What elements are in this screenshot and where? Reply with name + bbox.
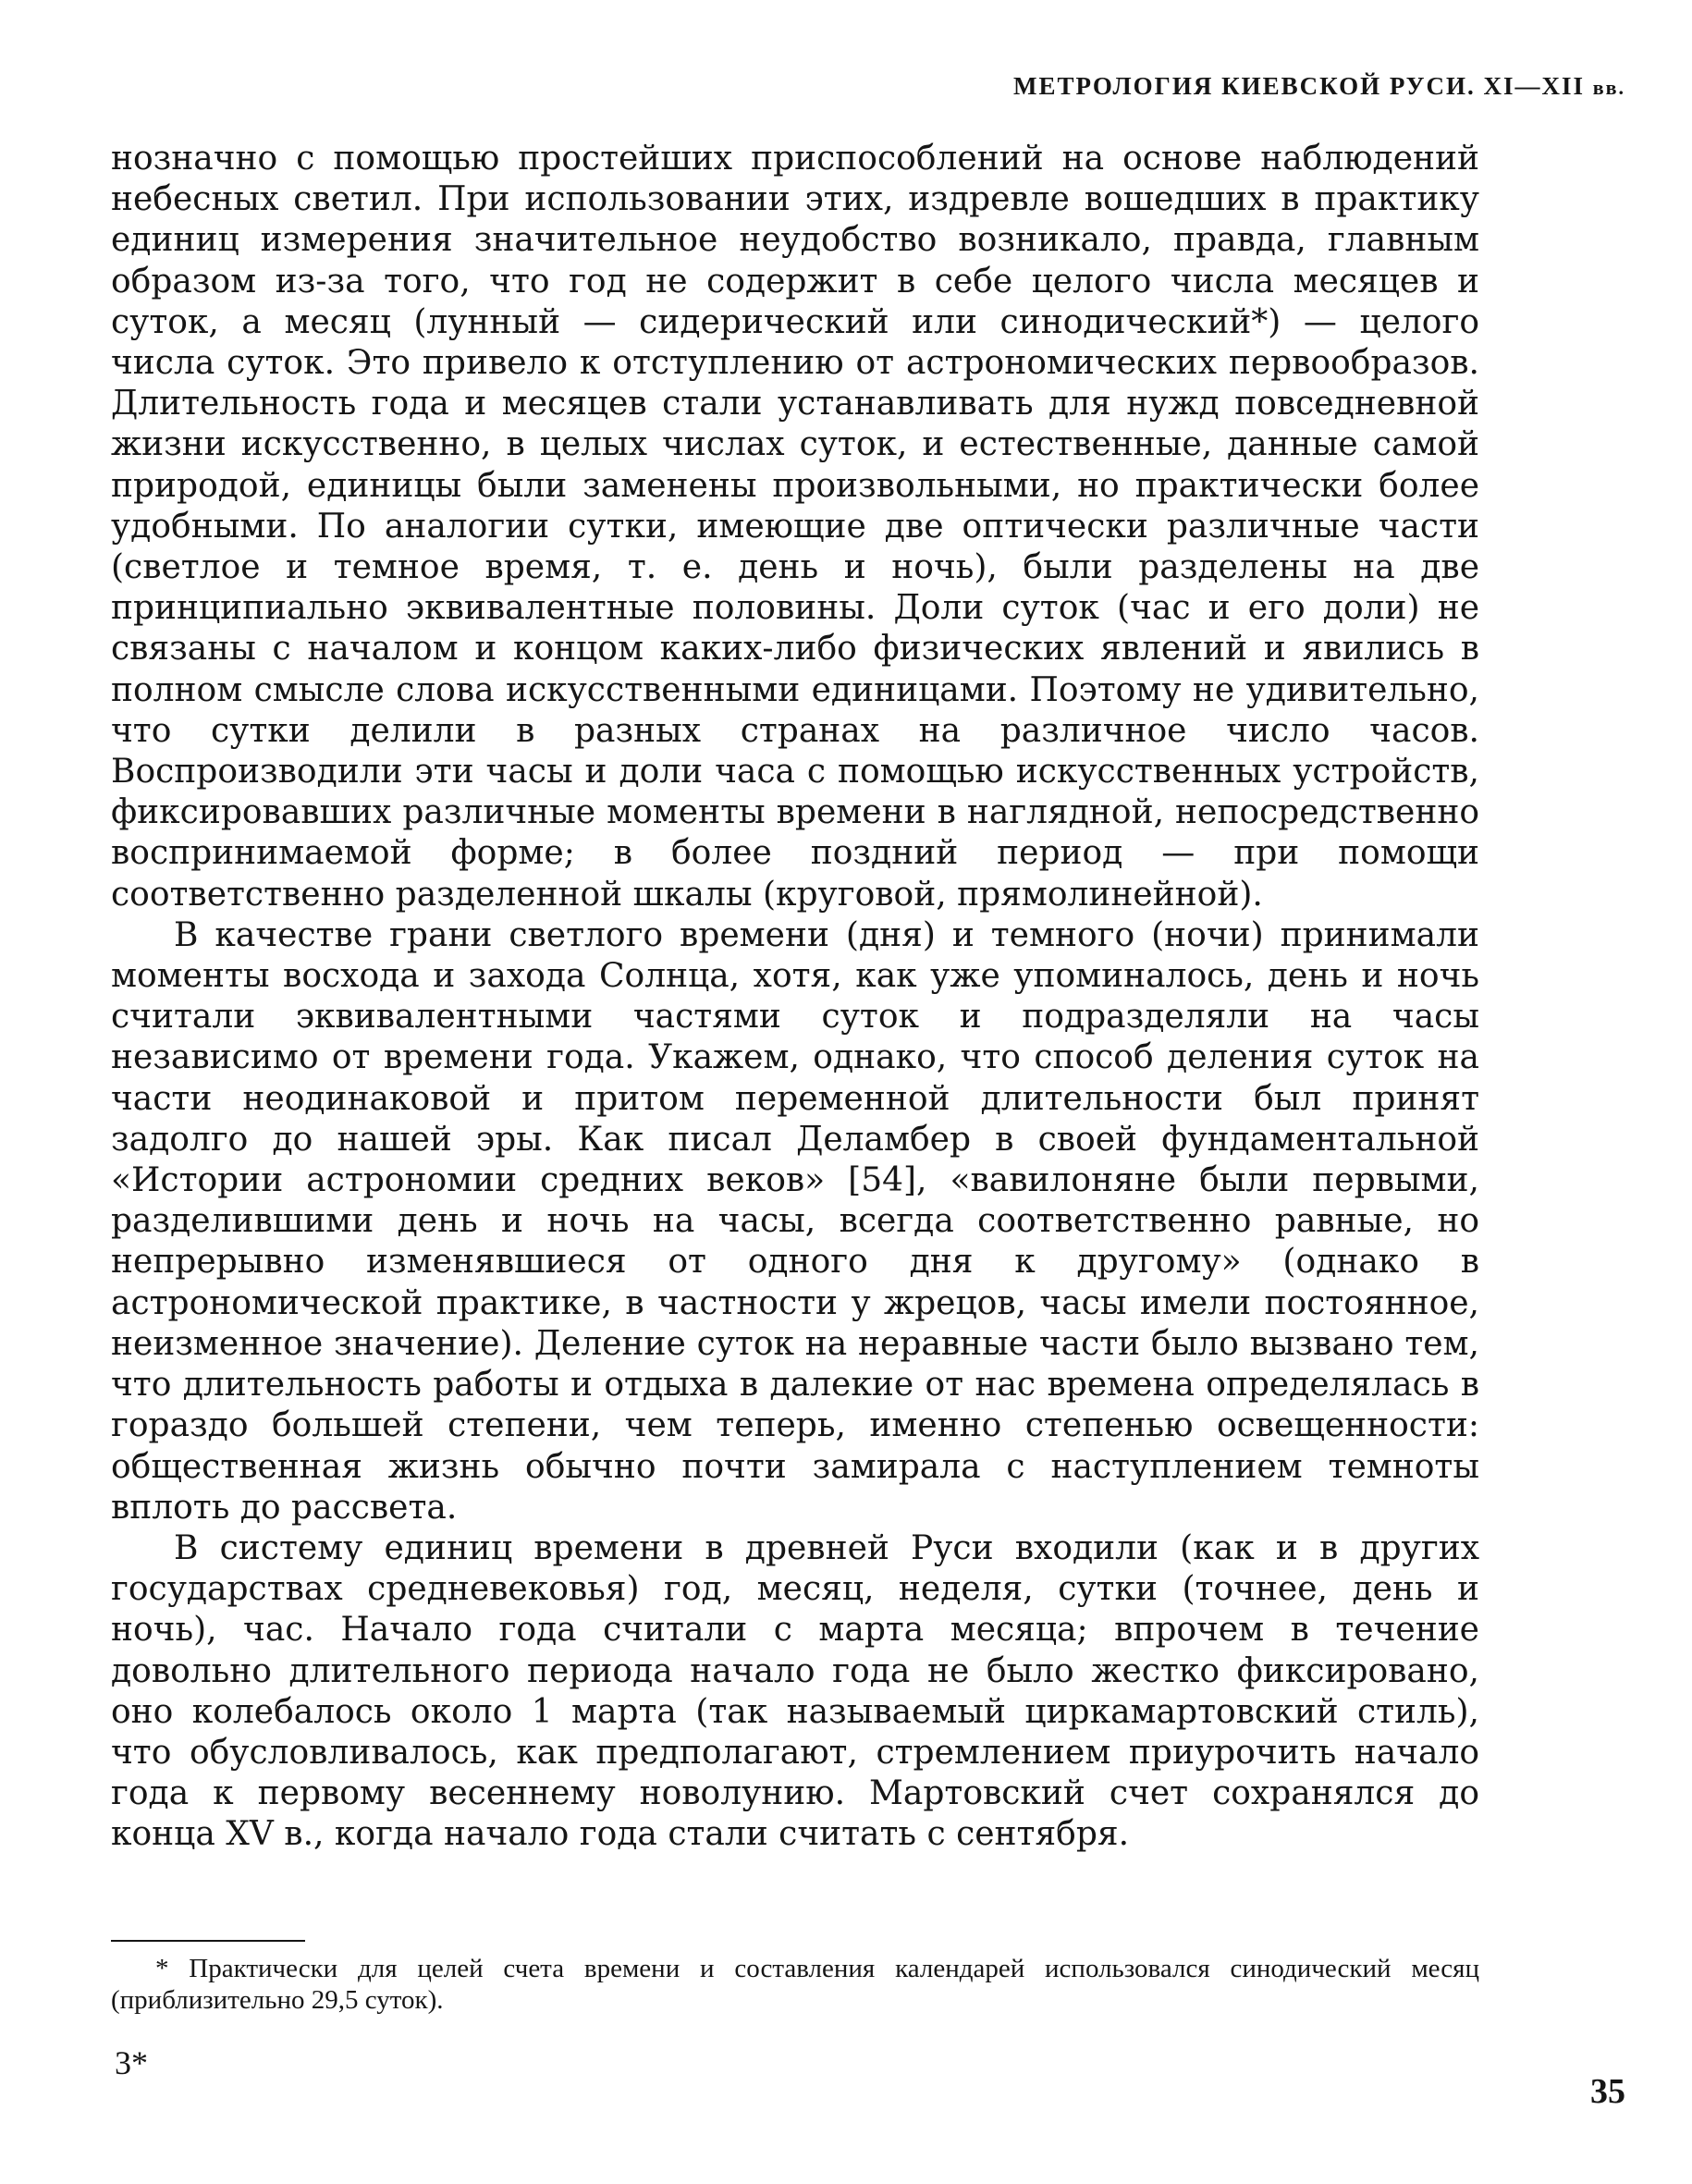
running-head-suffix: вв. bbox=[1592, 76, 1625, 99]
paragraph: В качестве грани светлого времени (дня) и темного (ночи) принимали моменты восхода и захода Солнца, хотя, как уже упоминалось, день и ночь считали эквивалентными частями суток и подразделяли на часы независимо от времени года. Укажем, однако, что способ деления суток на части неодинаковой и притом переменной длительности был принят задолго до нашей эры. Как писал Деламбер в своей фундаментальной «Истории астрономии средних веков» [54], «вавилоняне были первыми, разделившими день и ночь на часы, всегда соответственно равные, но непрерывно изменявшиеся от одного дня к другому» (однако в астрономической практике, в частности у жрецов, часы имели постоянное, неизменное значение). Деление суток на неравные части было вызвано тем, что длительность работы и отдыха в далекие от нас времена определялась в гораздо большей степени, чем теперь, именно степенью освещенности: общественная жизнь обычно почти замирала с наступлением темноты вплоть до рассвета. bbox=[111, 915, 1479, 1527]
footnote-divider bbox=[111, 1940, 305, 1942]
page-number: 35 bbox=[1590, 2072, 1625, 2111]
paragraph-continued: нозначно с помощью простейших приспособлений на основе наблюдений небесных светил. При использовании этих, издревле вошедших в практику единиц измерения значительное неудобство возникало, правда, главным образом из-за того, что год не содержит в себе целого числа месяцев и суток, а месяц (лунный — сидерический или синодический*) — целого числа суток. Это привело к отступлению от астрономических первообразов. Длительность года и месяцев стали устанавливать для нужд повседневной жизни искусственно, в целых числах суток, и естественные, данные самой природой, единицы были заменены произвольными, но практически более удобными. По аналогии сутки, имеющие две оптически различные части (светлое и темное время, т. е. день и ночь), были разделены на две принципиально эквивалентные половины. Доли суток (час и его доли) не связаны с началом и концом каких-либо физических явлений и явились в полном смысле слова искусственными единицами. Поэтому не удивительно, что сутки делили в разных странах на различное число часов. Воспроизводили эти часы и доли часа с помощью искусственных устройств, фиксировавших различные моменты времени в наглядной, непосредственно воспринимаемой форме; в более поздний период — при помощи соответственно разделенной шкалы (круговой, прямолинейной). bbox=[111, 140, 1479, 914]
footnote-text: * Практически для целей счета времени и составления календарей использовался синодический месяц (приблизительно 29,5 суток). bbox=[111, 1954, 1479, 2015]
running-head bbox=[1013, 72, 1625, 101]
paragraph: В систему единиц времени в древней Руси входили (как и в других государствах средневековья) год, месяц, неделя, сутки (точнее, день и ночь), час. Начало года считали с марта месяца; впрочем в течение довольно длительного периода начало года не было жестко фиксировано, оно колебалось около 1 марта (так называемый циркамартовский стиль), что обусловливалось, как предполагают, стремлением приурочить начало года к первому весеннему новолунию. Мартовский счет сохранялся до конца XV в., когда начало года стали считать с сентября. bbox=[111, 1528, 1479, 1854]
main-text bbox=[111, 139, 1479, 1856]
running-head-title: МЕТРОЛОГИЯ КИЕВСКОЙ РУСИ. XI—XII bbox=[1013, 72, 1585, 100]
footnote bbox=[111, 1953, 1479, 2016]
signature-mark: 3* bbox=[115, 2044, 148, 2081]
